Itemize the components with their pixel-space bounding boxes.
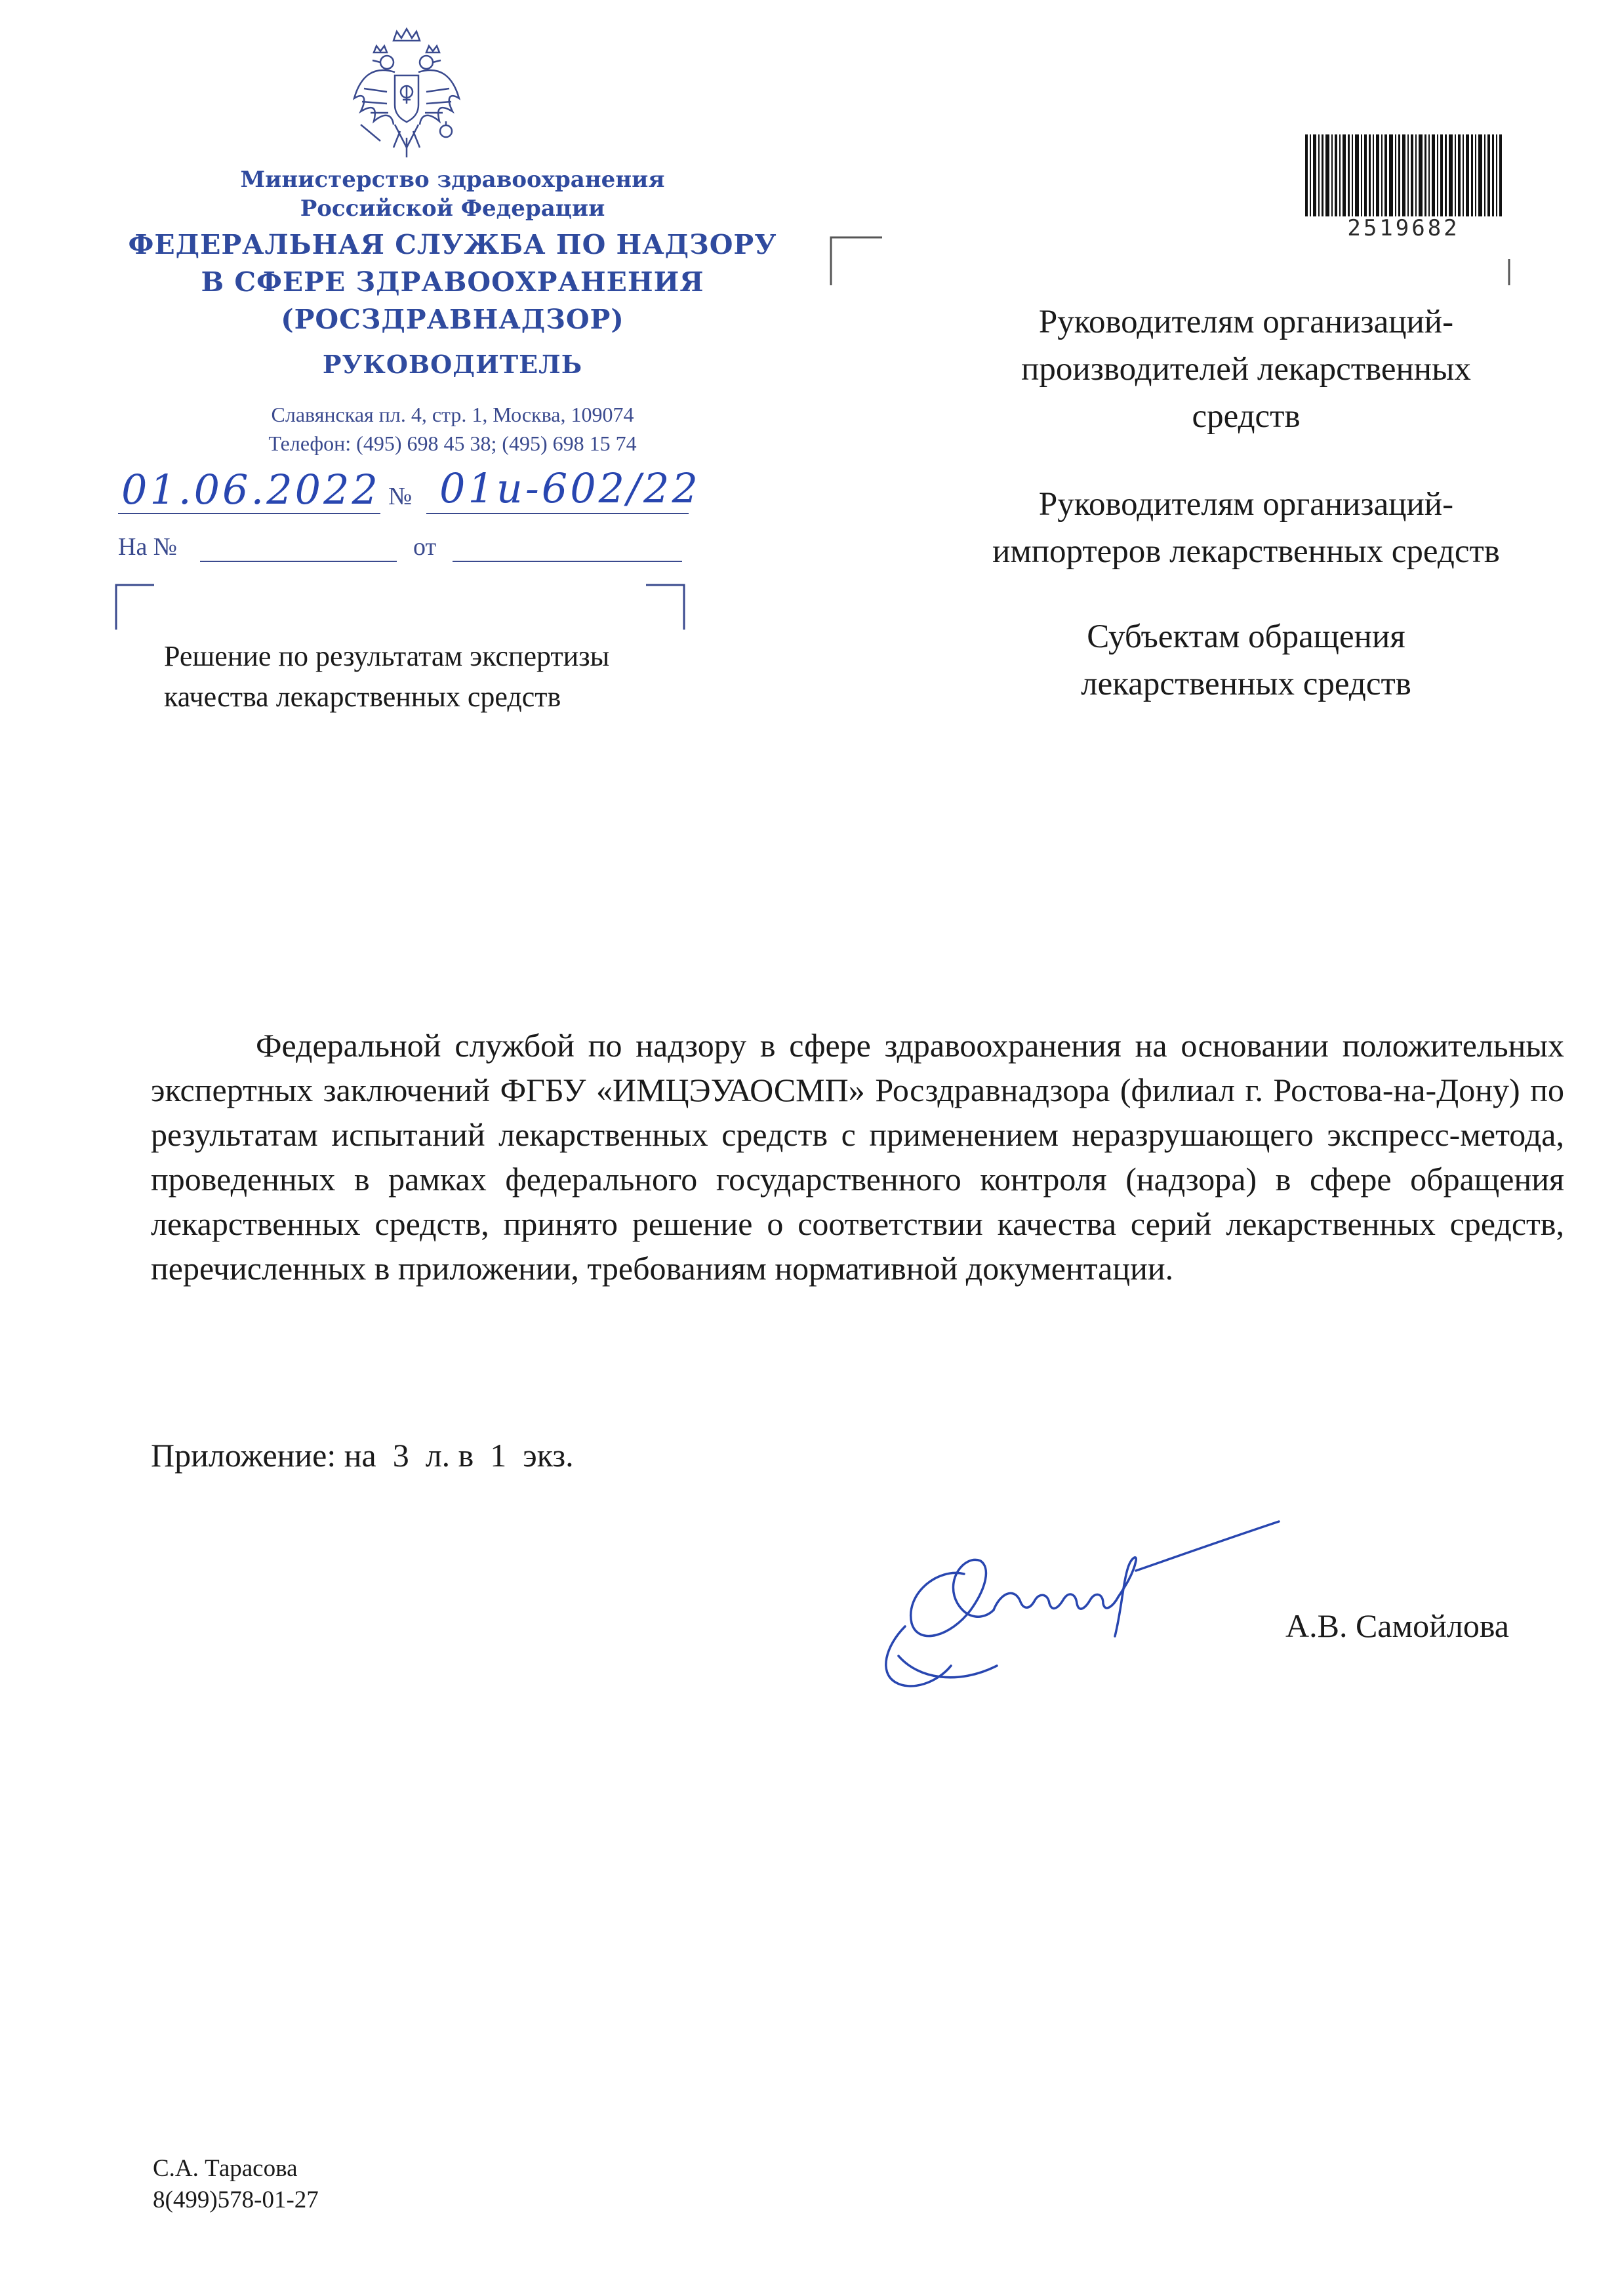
service-line-3: (РОСЗДРАВНАДЗОР) xyxy=(281,304,624,335)
bracket-addressee-left xyxy=(830,236,882,285)
addressee-1-line-1: Руководителям организаций- xyxy=(1038,304,1454,340)
executor-phone: 8(499)578-01-27 xyxy=(153,2186,319,2213)
reference-number-line xyxy=(200,561,397,562)
number-underline xyxy=(426,513,689,514)
service-name xyxy=(98,226,807,338)
ministry-line-2: Российской Федерации xyxy=(300,195,605,222)
executor-name: С.А. Тарасова xyxy=(153,2155,298,2182)
attachment-note: Приложение: на 3 л. в 1 экз. xyxy=(151,1437,574,1474)
reference-number-label: На № xyxy=(118,533,178,561)
addressee-producers xyxy=(918,298,1574,440)
signer-name: А.В. Самойлова xyxy=(1285,1607,1509,1644)
service-line-1: ФЕДЕРАЛЬНАЯ СЛУЖБА ПО НАДЗОРУ xyxy=(128,229,777,260)
addressee-2-line-1: Руководителям организаций- xyxy=(1038,486,1454,523)
number-sign: № xyxy=(388,483,413,510)
outgoing-number: 01и-602/22 xyxy=(439,464,700,512)
subject-line-1: Решение по результатам экспертизы xyxy=(164,640,610,672)
addressee-3-line-2: лекарственных средств xyxy=(1081,666,1411,702)
head-title: РУКОВОДИТЕЛЬ xyxy=(322,350,583,379)
bracket-addressee-right xyxy=(1506,259,1512,285)
addressee-importers xyxy=(918,481,1574,575)
bracket-top-left xyxy=(115,584,154,630)
reference-from-label: от xyxy=(413,533,437,561)
service-line-2: В СФЕРЕ ЗДРАВООХРАНЕНИЯ xyxy=(201,266,704,298)
date-underline xyxy=(118,513,380,514)
reference-date-line xyxy=(453,561,682,562)
addressee-1-line-2: производителей лекарственных xyxy=(1021,351,1471,388)
addressee-1-line-3: средств xyxy=(1192,398,1301,435)
addressee-2-line-2: импортеров лекарственных средств xyxy=(992,533,1500,570)
addressee-3-line-1: Субъектам обращения xyxy=(1087,618,1405,655)
handwritten-signature xyxy=(866,1495,1338,1705)
service-address: Славянская пл. 4, стр. 1, Москва, 109074 xyxy=(271,403,634,426)
subject xyxy=(164,636,609,717)
ministry-name xyxy=(111,165,794,223)
subject-line-2: качества лекарственных средств xyxy=(164,681,561,713)
outgoing-date: 01.06.2022 xyxy=(121,466,380,514)
addressee-subjects xyxy=(918,613,1574,708)
service-phone: Телефон: (495) 698 45 38; (495) 698 15 74 xyxy=(268,432,637,455)
coat-of-arms-emblem xyxy=(348,26,466,161)
barcode-number: 2519682 xyxy=(1347,215,1460,241)
body-paragraph: Федеральной службой по надзору в сфере здравоохранения на основании положительных экспертных заключений ФГБУ «ИМЦЭУАОСМП» Росздравнадзора (филиал г. Ростова-на-Дону) по результатам испытаний лекарственных средств с применением неразрушающего экспресс-метода, проведенных в рамках федерального государственного контроля (надзора) в сфере обращения лекарственных средств, принято решение о соответствии качества серий лекарственных средств, перечисленных в приложении, требованиям нормативной документации. xyxy=(151,1027,1564,1287)
bracket-top-right xyxy=(646,584,685,630)
ministry-line-1: Министерство здравоохранения xyxy=(240,167,665,193)
barcode-image xyxy=(1305,134,1502,216)
